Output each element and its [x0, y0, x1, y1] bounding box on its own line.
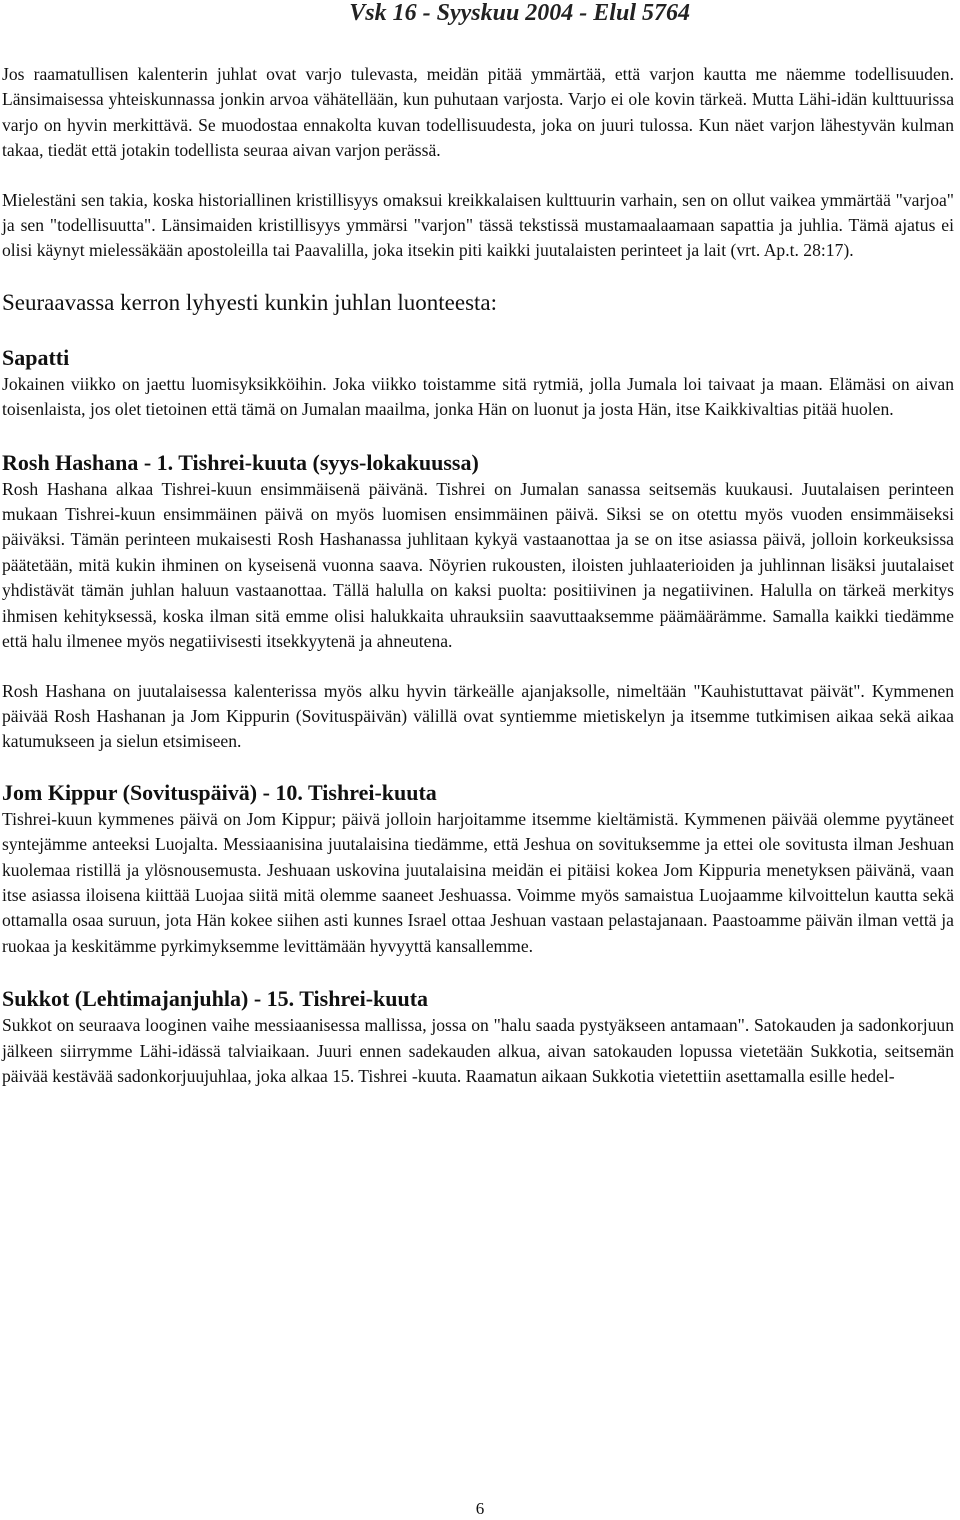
intro-paragraph-2: Mielestäni sen takia, koska historiallinen kristillisyys omaksui kreikkalaisen kulttuurin varhain, sen on ollut vaikea ymmärtää "varjoa" ja sen "todellisuutta". Länsimaiden kristillisyys ymmärsi "varjon" tässä tekstissä mustamaalaamaan sapattia ja juhlia. Tämä ajatus ei olisi käynyt mielessäkään apostoleilla tai Paavalilla, joka itsekin piti kaikki juutalaisten perinteet ja lait (vrt. Ap.t. 28:17).	[2, 189, 954, 261]
lead-heading: Seuraavassa kerron lyhyesti kunkin juhlan luonteesta:	[2, 289, 498, 315]
section-title-rosh-hashana: Rosh Hashana - 1. Tishrei-kuuta (syys-lokakuussa)	[2, 449, 479, 475]
sapatti-paragraph-1: Jokainen viikko on jaettu luomisyksikköihin. Joka viikko toistamme sitä rytmiä, jolla Jumala loi taivaat ja maan. Elämäsi on aivan toisenlaista, jos olet tietoinen että tämä on Jumalan maailma, jonka Hän on luonut ja josta Hän, itse Kaikkivaltias pitää huolen.	[2, 373, 954, 420]
sukkot-paragraph-1: Sukkot on seuraava looginen vaihe messiaanisessa mallissa, jossa on "halu saada pystyäkseen antamaan". Satokauden ja sadonkorjuun jälkeen siirrymme Lähi-idässä talviaikaan. Juuri ennen sadekauden alkua, aivan satokauden lopussa vietetään Sukkotia, seitsemän päivää kestävää sadonkorjuujuhlaa, joka alkaa 15. Tishrei -kuuta. Raamatun aikaan Sukkotia vietettiin asettamalla esille hedel-	[2, 1015, 954, 1086]
section-rosh-hashana	[2, 449, 954, 755]
intro-paragraph-1: Jos raamatullisen kalenterin juhlat ovat varjo tulevasta, meidän pitää ymmärtää, että varjon kautta me näemme todellisuuden. Länsimaisessa yhteiskunnassa jonkin arvoa vähätellään, kun puhutaan varjosta. Varjo ei ole kovin tärkeä. Mutta Lähi-idän kulttuurissa varjo on hyvin merkittävä. Se muodostaa ennakolta kuvan todellisuudesta, joka on juuri tulossa. Kun näet varjon lähestyvän kulman takaa, tiedät että jotakin todellista seuraa aivan varjon perässä.	[2, 64, 954, 161]
article-body	[2, 62, 954, 1115]
section-title-sapatti: Sapatti	[2, 344, 70, 370]
section-title-sukkot: Sukkot (Lehtimajanjuhla) - 15. Tishrei-kuuta	[2, 986, 429, 1012]
section-sapatti	[2, 344, 954, 423]
page-number: 6	[475, 1499, 485, 1518]
section-jom-kippur	[2, 779, 954, 959]
rosh-hashana-paragraph-1: Rosh Hashana alkaa Tishrei-kuun ensimmäisenä päivänä. Tishrei on Jumalan sanassa seitsemäs kuukausi. Juutalaisen perinteen mukaan Tishrei-kuun ensimmäinen päivä on myös luomisen ensimmäinen päivä. Siksi se on otettu myös vuoden ensimmäiseksi päiväksi. Tämän perinteen mukaisesti Rosh Hashanassa juhlitaan kykyä vastaanottaa ja se on itse asiassa päivä, jolloin korkeuksissa päätetään, mitä kukin ihminen on kyseisenä vuonna saava. Nöyrien rukousten, iloisten juhlaaterioiden ja juhlinnan lisäksi juutalaiset yhdistävät tämän juhlan haluun vastaanottaa. Tällä halulla on kaksi puolta: positiivinen ja negatiivinen. Halulla on tärkeä merkitys ihmisen kehityksessä, koska ilman sitä emme olisi halukkaita uhrauksiin saavuttaaksemme päämäärämme. Samalla kaikki tiedämme että halu ilmenee myös negatiivisesti itsekkyytenä ja ahneutena.	[2, 478, 954, 652]
rosh-hashana-paragraph-2: Rosh Hashana on juutalaisessa kalenterissa myös alku hyvin tärkeälle ajanjaksolle, nimeltään "Kauhistuttavat päivät". Kymmenen päivää Rosh Hashanan ja Jom Kippurin (Sovituspäivän) välillä ovat syntiemme mietiskelyn ja itsemme tutkimisen aikaa sekä aikaa katumukseen ja sielun etsimiseen.	[2, 680, 954, 752]
section-title-jom-kippur: Jom Kippur (Sovituspäivä) - 10. Tishrei-kuuta	[2, 779, 437, 805]
jom-kippur-paragraph-1: Tishrei-kuun kymmenes päivä on Jom Kippur; päivä jolloin harjoitamme itsemme kieltämistä. Kymmenen päivää olemme pyytäneet syntejämme anteeksi Luojalta. Messiaanisina juutalaisina tiedämme, että Jeshua on sovituksemme ja ettei ole sovitusta ilman Jeshuan kuolemaa ristillä ja ylösnousemusta. Jeshuaan uskovina juutalaisina meidän ei pitäisi kokea Jom Kippuria menetyksen päivänä, vaan itse asiassa iloisena kiittää Luojaa siitä mitä olemme saaneet Jeshuassa. Voimme myös samaistua Luojaamme kilvoittelun kautta sekä ottamalla osaa suruun, jota Hän kokee siihen asti kunnes Israel ottaa Jeshuan vastaan pelastajanaan. Paastoamme päivän ilman vettä ja ruokaa ja keskitämme pyrkimyksemme levittämään hyvyyttä kansallemme.	[2, 808, 954, 956]
section-sukkot	[2, 985, 954, 1089]
running-header: Vsk 16 - Syyskuu 2004 - Elul 5764	[349, 0, 690, 26]
